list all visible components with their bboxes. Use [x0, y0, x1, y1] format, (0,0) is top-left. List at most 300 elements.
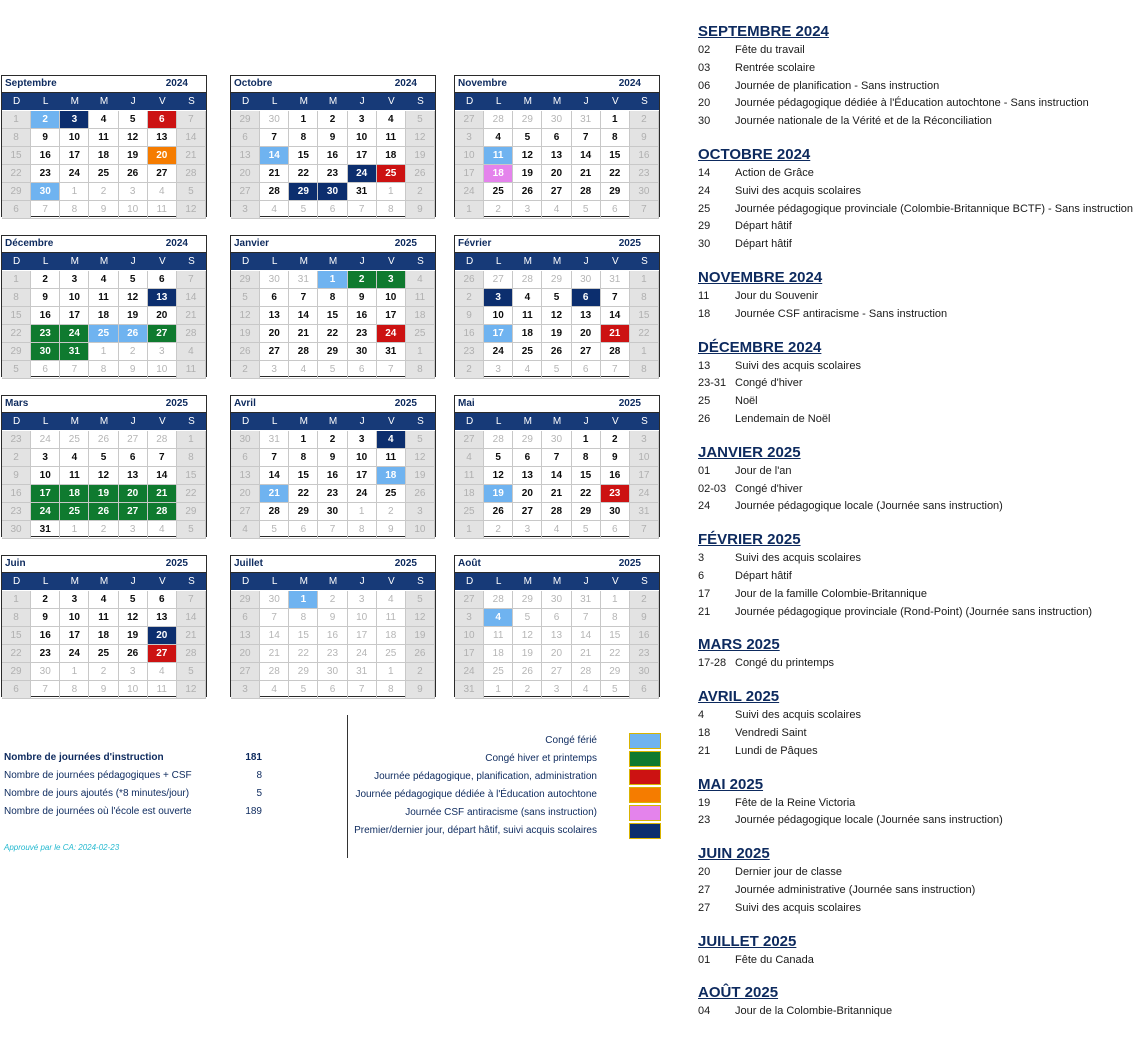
day-cell: 5 — [89, 449, 118, 467]
day-cell: 1 — [406, 343, 435, 361]
weekday-label: M — [552, 576, 562, 587]
day-cell: 27 — [455, 111, 484, 129]
day-cell: 6 — [148, 591, 177, 609]
day-cell: 24 — [455, 663, 484, 681]
event-item — [698, 201, 1138, 219]
day-cell: 9 — [31, 129, 60, 147]
day-cell: 7 — [177, 271, 206, 289]
event-text: Fête du Canada — [735, 953, 814, 966]
day-cell: 29 — [231, 111, 260, 129]
day-cell: 27 — [148, 325, 177, 343]
day-cell: 14 — [177, 129, 206, 147]
day-cell: 21 — [572, 645, 601, 663]
weekday-label: D — [241, 256, 250, 267]
day-cell: 27 — [455, 591, 484, 609]
day-cell: 4 — [148, 521, 177, 539]
day-cell: 13 — [148, 609, 177, 627]
day-cell: 2 — [406, 183, 435, 201]
day-cell: 20 — [148, 627, 177, 645]
month-name: Novembre — [458, 78, 507, 89]
day-cell: 31 — [260, 431, 289, 449]
day-cell: 4 — [148, 663, 177, 681]
day-cell: 9 — [630, 129, 659, 147]
day-cell: 23 — [455, 343, 484, 361]
event-date: 4 — [698, 709, 705, 722]
day-cell: 20 — [231, 485, 260, 503]
day-cell: 3 — [455, 609, 484, 627]
day-cell: 3 — [231, 201, 260, 219]
day-cell: 18 — [455, 485, 484, 503]
day-cell: 2 — [2, 449, 31, 467]
day-cell: 28 — [260, 663, 289, 681]
day-cell: 1 — [60, 663, 89, 681]
day-cell: 30 — [318, 663, 347, 681]
day-cell: 15 — [572, 467, 601, 485]
day-cell: 9 — [318, 609, 347, 627]
day-cell: 9 — [348, 289, 377, 307]
legend-label: Congé férié — [545, 735, 597, 746]
day-cell: 4 — [377, 591, 406, 609]
weekday-header-row — [455, 253, 659, 270]
day-cell: 19 — [406, 627, 435, 645]
day-cell: 28 — [148, 503, 177, 521]
weekday-label: S — [641, 96, 648, 107]
day-cell: 18 — [377, 147, 406, 165]
day-cell: 7 — [177, 591, 206, 609]
day-cell: 24 — [348, 165, 377, 183]
event-date: 27 — [698, 901, 711, 914]
day-cell: 8 — [2, 609, 31, 627]
day-cell: 8 — [348, 521, 377, 539]
day-cell: 26 — [455, 271, 484, 289]
event-month-heading: SEPTEMBRE 2024 — [698, 23, 829, 40]
event-date: 23-31 — [698, 377, 727, 390]
event-item — [698, 550, 1138, 568]
day-cell: 5 — [260, 521, 289, 539]
day-cell: 6 — [260, 289, 289, 307]
day-cell: 25 — [455, 503, 484, 521]
event-item — [698, 236, 1138, 254]
day-cell: 27 — [119, 431, 148, 449]
day-cell: 29 — [601, 183, 630, 201]
day-cell: 5 — [177, 663, 206, 681]
event-item — [698, 707, 1138, 725]
day-cell: 5 — [289, 201, 318, 219]
event-date: 20 — [698, 866, 711, 879]
day-cell: 5 — [119, 111, 148, 129]
event-item — [698, 411, 1138, 429]
day-cell: 23 — [630, 165, 659, 183]
weekday-label: V — [611, 256, 619, 267]
day-cell: 28 — [542, 503, 571, 521]
day-cell: 26 — [484, 503, 513, 521]
day-cell: 23 — [318, 645, 347, 663]
day-cell: 16 — [31, 147, 60, 165]
weekday-label: M — [328, 96, 338, 107]
day-cell: 16 — [630, 147, 659, 165]
day-cell: 1 — [455, 521, 484, 539]
day-cell: 28 — [572, 183, 601, 201]
day-cell: 24 — [31, 431, 60, 449]
day-cell: 25 — [406, 325, 435, 343]
event-date: 23 — [698, 814, 711, 827]
weekday-label: M — [523, 416, 533, 427]
day-cell: 16 — [318, 147, 347, 165]
event-item — [698, 60, 1138, 78]
day-cell: 31 — [289, 271, 318, 289]
event-month-heading: AOÛT 2025 — [698, 984, 779, 1002]
day-cell: 10 — [348, 449, 377, 467]
weekday-label: L — [271, 256, 278, 267]
month-year: 2025 — [618, 238, 641, 249]
weekday-label: L — [271, 96, 278, 107]
day-cell: 3 — [260, 361, 289, 379]
event-text: Journée pédagogique locale (Journée sans instruction) — [735, 500, 1003, 513]
day-cell: 6 — [231, 129, 260, 147]
day-cell: 31 — [455, 681, 484, 699]
month-year: 2024 — [618, 78, 641, 89]
day-cell: 1 — [630, 343, 659, 361]
day-cell: 2 — [455, 361, 484, 379]
day-cell: 31 — [60, 343, 89, 361]
day-cell: 10 — [148, 361, 177, 379]
day-cell: 24 — [630, 485, 659, 503]
day-cell: 15 — [289, 147, 318, 165]
day-cell: 19 — [513, 645, 542, 663]
day-cell: 5 — [513, 609, 542, 627]
day-cell: 13 — [572, 307, 601, 325]
month-header — [2, 236, 206, 253]
event-text: Journée administrative (Journée sans instruction) — [735, 883, 976, 896]
day-cell: 7 — [348, 681, 377, 699]
day-cell: 28 — [177, 165, 206, 183]
day-cell: 27 — [148, 165, 177, 183]
event-text: Rentrée scolaire — [735, 61, 816, 74]
day-cell: 15 — [289, 467, 318, 485]
month-name: Décembre — [5, 238, 54, 249]
event-month-heading: JUILLET 2025 — [698, 932, 797, 950]
day-cell: 24 — [348, 485, 377, 503]
day-cell: 1 — [601, 111, 630, 129]
weekday-label: M — [328, 416, 338, 427]
day-cell: 30 — [260, 271, 289, 289]
day-cell: 14 — [260, 467, 289, 485]
weekday-label: M — [70, 416, 80, 427]
day-cell: 15 — [2, 627, 31, 645]
day-cell: 21 — [572, 165, 601, 183]
day-cell: 24 — [60, 165, 89, 183]
day-cell: 12 — [542, 307, 571, 325]
event-text: Congé d'hiver — [735, 482, 803, 495]
day-cell: 7 — [572, 609, 601, 627]
day-cell: 10 — [31, 467, 60, 485]
day-cell: 1 — [601, 591, 630, 609]
event-text: Lendemain de Noël — [735, 412, 831, 425]
day-cell: 8 — [177, 449, 206, 467]
day-cell: 1 — [177, 431, 206, 449]
day-cell: 21 — [177, 627, 206, 645]
event-date: 19 — [698, 796, 711, 809]
month-calendar — [230, 235, 436, 377]
day-cell: 4 — [406, 271, 435, 289]
day-cell: 23 — [348, 325, 377, 343]
month-calendar — [1, 235, 207, 377]
day-cell: 6 — [2, 201, 31, 219]
day-cell: 8 — [630, 289, 659, 307]
event-date: 6 — [698, 569, 705, 582]
month-name: Octobre — [234, 78, 273, 89]
stat-row — [4, 752, 274, 768]
event-item — [698, 358, 1138, 376]
day-cell: 7 — [318, 521, 347, 539]
event-month-heading: JANVIER 2025 — [698, 443, 801, 461]
day-cell: 12 — [231, 307, 260, 325]
event-text: Vendredi Saint — [735, 726, 807, 739]
day-cell: 24 — [60, 325, 89, 343]
day-cell: 16 — [318, 467, 347, 485]
legend-label: Journée pédagogique dédiée à l'Éducation autochtone — [355, 789, 597, 800]
day-cell: 11 — [177, 361, 206, 379]
day-cell: 20 — [148, 307, 177, 325]
event-text: Noël — [735, 395, 758, 408]
weekday-label: J — [359, 576, 365, 587]
weekday-header-row — [2, 573, 206, 590]
day-cell: 11 — [484, 147, 513, 165]
legend-item — [350, 823, 661, 841]
day-cell: 3 — [60, 111, 89, 129]
weekday-label: L — [42, 576, 49, 587]
day-cell: 13 — [542, 147, 571, 165]
day-cell: 25 — [60, 503, 89, 521]
weekday-label: S — [417, 256, 424, 267]
day-cell: 10 — [484, 307, 513, 325]
weekday-label: J — [359, 416, 365, 427]
day-cell: 27 — [455, 431, 484, 449]
day-cell: 2 — [455, 289, 484, 307]
day-cell: 25 — [484, 183, 513, 201]
day-cell: 28 — [148, 431, 177, 449]
month-header — [455, 396, 659, 413]
month-year: 2025 — [165, 558, 188, 569]
day-cell: 12 — [406, 609, 435, 627]
event-date: 18 — [698, 307, 711, 320]
day-cell: 23 — [31, 325, 60, 343]
day-cell: 9 — [318, 129, 347, 147]
stat-label: Nombre de jours ajoutés (*8 minutes/jour) — [4, 788, 190, 799]
day-cell: 3 — [513, 201, 542, 219]
day-cell: 17 — [348, 467, 377, 485]
weekday-label: L — [271, 416, 278, 427]
weekday-label: S — [641, 576, 648, 587]
day-cell: 19 — [406, 147, 435, 165]
day-cell: 13 — [148, 129, 177, 147]
day-cell: 27 — [231, 183, 260, 201]
day-cell: 1 — [455, 201, 484, 219]
day-cell: 2 — [31, 271, 60, 289]
weekday-label: V — [387, 96, 395, 107]
day-cell: 12 — [119, 129, 148, 147]
event-item — [698, 743, 1138, 761]
legend-swatch — [629, 823, 661, 839]
day-cell: 17 — [60, 147, 89, 165]
day-cell: 21 — [542, 485, 571, 503]
day-cell: 12 — [119, 289, 148, 307]
day-cell: 9 — [2, 467, 31, 485]
day-grid — [455, 271, 659, 376]
weekday-header-row — [231, 253, 435, 270]
day-cell: 7 — [572, 129, 601, 147]
day-cell: 10 — [119, 681, 148, 699]
day-cell: 6 — [572, 361, 601, 379]
day-cell: 15 — [289, 627, 318, 645]
weekday-label: D — [12, 416, 21, 427]
day-cell: 30 — [348, 343, 377, 361]
event-month-heading: FÉVRIER 2025 — [698, 531, 801, 549]
day-cell: 13 — [542, 627, 571, 645]
day-cell: 29 — [231, 591, 260, 609]
day-cell: 2 — [89, 521, 118, 539]
day-cell: 14 — [260, 147, 289, 165]
event-item — [698, 393, 1138, 411]
day-cell: 29 — [318, 343, 347, 361]
day-cell: 26 — [119, 165, 148, 183]
day-cell: 30 — [601, 503, 630, 521]
month-calendar — [1, 395, 207, 537]
day-cell: 20 — [148, 147, 177, 165]
day-grid — [231, 591, 435, 696]
day-cell: 2 — [513, 681, 542, 699]
day-cell: 16 — [31, 307, 60, 325]
day-cell: 3 — [455, 129, 484, 147]
day-cell: 18 — [513, 325, 542, 343]
day-cell: 30 — [31, 663, 60, 681]
day-cell: 26 — [513, 663, 542, 681]
day-cell: 5 — [177, 521, 206, 539]
day-cell: 12 — [406, 449, 435, 467]
day-cell: 22 — [2, 325, 31, 343]
day-cell: 27 — [231, 503, 260, 521]
event-month-heading: MAI 2025 — [698, 775, 764, 793]
weekday-label: L — [42, 416, 49, 427]
day-cell: 30 — [542, 591, 571, 609]
day-cell: 9 — [89, 201, 118, 219]
event-date: 30 — [698, 115, 711, 128]
day-cell: 23 — [31, 645, 60, 663]
day-cell: 15 — [2, 147, 31, 165]
stat-label: Nombre de journées où l'école est ouverte — [4, 806, 192, 817]
day-cell: 7 — [60, 361, 89, 379]
day-cell: 30 — [542, 431, 571, 449]
day-cell: 9 — [119, 361, 148, 379]
legend-label: Congé hiver et printemps — [485, 753, 597, 764]
weekday-label: V — [611, 96, 619, 107]
weekday-header-row — [2, 413, 206, 430]
day-cell: 26 — [89, 503, 118, 521]
day-grid — [455, 591, 659, 696]
day-cell: 6 — [318, 201, 347, 219]
day-cell: 2 — [89, 183, 118, 201]
day-cell: 11 — [60, 467, 89, 485]
legend-swatch — [629, 805, 661, 821]
day-cell: 29 — [289, 663, 318, 681]
day-cell: 4 — [260, 201, 289, 219]
legend-label: Journée CSF antiracisme (sans instruction) — [405, 807, 597, 818]
weekday-label: S — [417, 576, 424, 587]
divider — [347, 715, 348, 858]
event-text: Journée pédagogique provinciale (Colombie-Britannique BCTF) - Sans instruction — [735, 202, 1134, 215]
day-cell: 7 — [148, 449, 177, 467]
day-cell: 1 — [289, 591, 318, 609]
weekday-label: M — [299, 416, 309, 427]
event-text: Départ hâtif — [735, 238, 792, 251]
day-cell: 8 — [377, 201, 406, 219]
month-year: 2024 — [394, 78, 417, 89]
day-cell: 12 — [89, 467, 118, 485]
day-cell: 4 — [148, 183, 177, 201]
day-cell: 18 — [377, 467, 406, 485]
events-list — [698, 22, 1138, 1021]
day-cell: 3 — [630, 431, 659, 449]
day-cell: 8 — [572, 449, 601, 467]
month-year: 2024 — [165, 78, 188, 89]
day-cell: 5 — [542, 289, 571, 307]
day-cell: 4 — [289, 361, 318, 379]
weekday-label: V — [387, 256, 395, 267]
day-cell: 19 — [119, 147, 148, 165]
day-cell: 6 — [630, 681, 659, 699]
event-month-heading: JUIN 2025 — [698, 845, 770, 863]
weekday-label: L — [495, 416, 502, 427]
day-cell: 28 — [177, 645, 206, 663]
day-cell: 19 — [513, 165, 542, 183]
day-cell: 5 — [406, 111, 435, 129]
day-cell: 16 — [2, 485, 31, 503]
day-cell: 1 — [2, 271, 31, 289]
event-month-heading: AVRIL 2025 — [698, 688, 780, 706]
event-date: 14 — [698, 166, 711, 179]
day-cell: 3 — [231, 681, 260, 699]
month-header — [2, 76, 206, 93]
month-header — [455, 76, 659, 93]
day-cell: 16 — [348, 307, 377, 325]
month-name: Septembre — [5, 78, 57, 89]
day-cell: 7 — [348, 201, 377, 219]
day-cell: 5 — [406, 591, 435, 609]
event-item — [698, 42, 1138, 60]
day-cell: 26 — [231, 343, 260, 361]
day-cell: 22 — [289, 485, 318, 503]
day-cell: 17 — [455, 645, 484, 663]
weekday-label: D — [12, 256, 21, 267]
day-cell: 6 — [318, 681, 347, 699]
day-cell: 30 — [31, 343, 60, 361]
event-item — [698, 604, 1138, 622]
stat-label: Nombre de journées d'instruction — [4, 752, 164, 763]
weekday-label: L — [495, 256, 502, 267]
day-cell: 23 — [601, 485, 630, 503]
weekday-label: M — [299, 256, 309, 267]
day-cell: 6 — [2, 681, 31, 699]
event-item — [698, 113, 1138, 131]
day-cell: 22 — [630, 325, 659, 343]
day-cell: 22 — [572, 485, 601, 503]
day-cell: 2 — [377, 503, 406, 521]
day-grid — [231, 111, 435, 216]
day-cell: 22 — [601, 165, 630, 183]
day-cell: 3 — [542, 681, 571, 699]
event-text: Suivi des acquis scolaires — [735, 901, 861, 914]
month-calendar — [454, 555, 660, 697]
